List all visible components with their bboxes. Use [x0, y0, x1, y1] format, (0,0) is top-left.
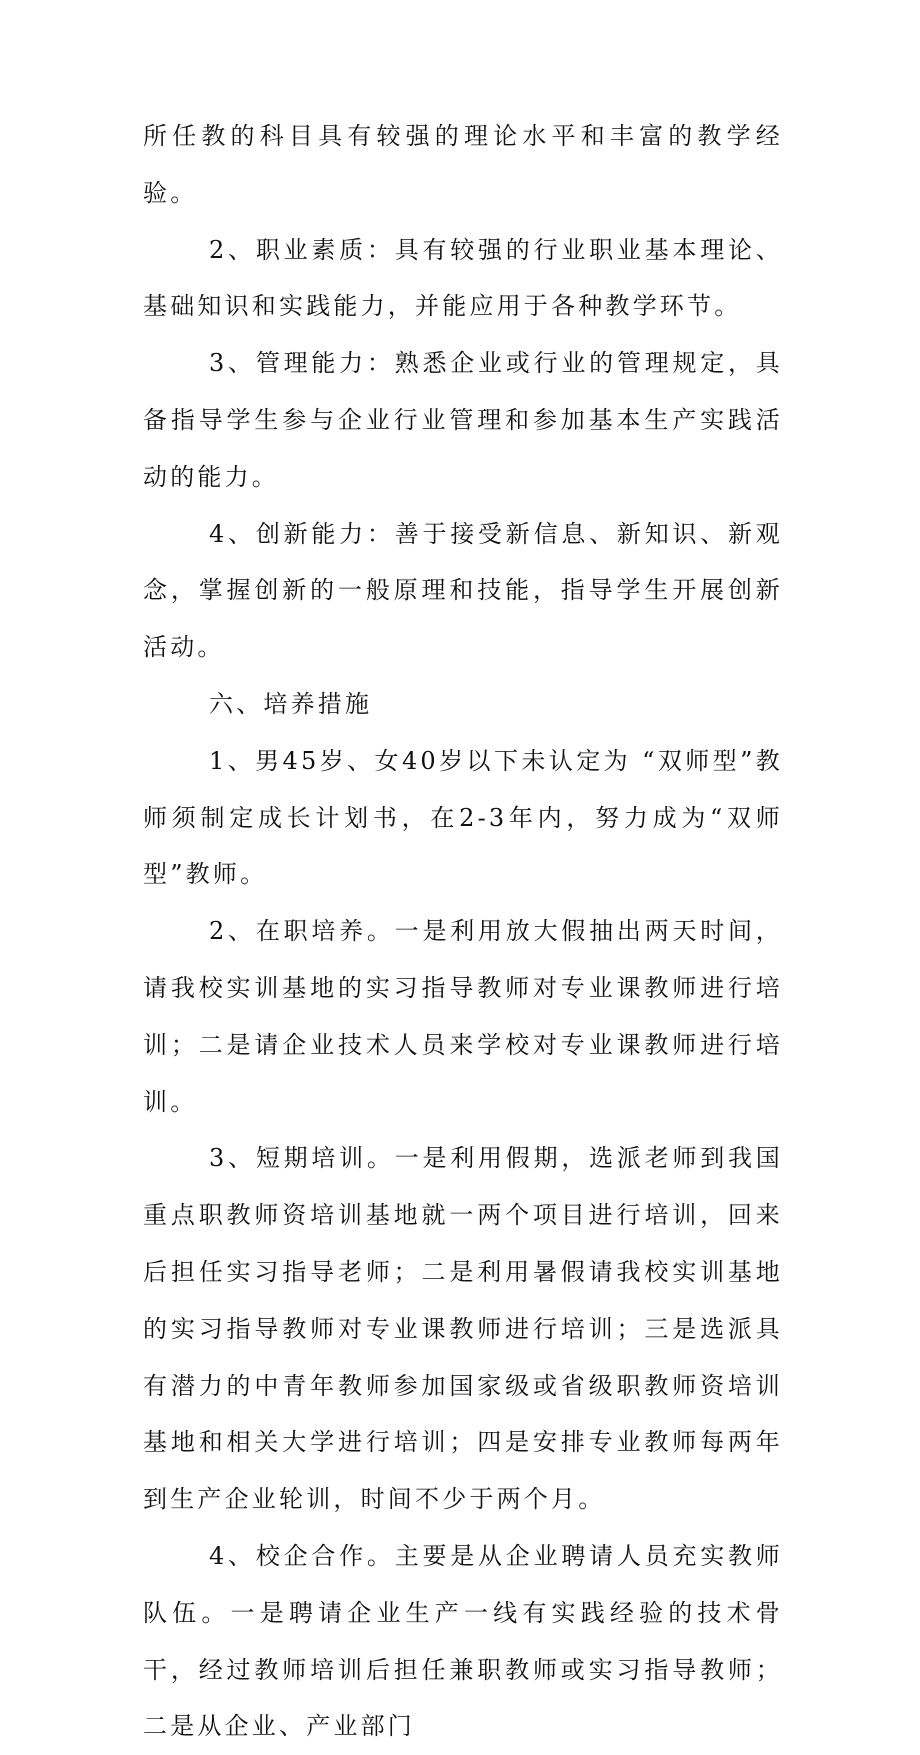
paragraph-management-ability: 3、管理能力：熟悉企业或行业的管理规定，具备指导学生参与企业行业管理和参加基本生产实践活动的能力。	[143, 349, 783, 491]
paragraph-short-term-training: 3、短期培训。一是利用假期，选派老师到我国重点职教师资培训基地就一两个项目进行培训，回来后担任实习指导老师；二是利用暑假请我校实训基地的实习指导教师对专业课教师进行培训；三是选派具有潜力的中青年教师参加国家级或省级职教师资培训基地和相关大学进行培训；四是安排专业教师每两年到生产企业轮训，时间不少于两个月。	[143, 1144, 783, 1514]
paragraph-continuation: 所任教的科目具有较强的理论水平和丰富的教学经验。	[143, 122, 783, 207]
paragraph-growth-plan: 1、男45岁、女40岁以下未认定为 “双师型”教师须制定成长计划书，在2-3年内，努力成为“双师型”教师。	[143, 746, 783, 889]
document-body	[143, 108, 783, 1755]
paragraph-innovation-ability: 4、创新能力：善于接受新信息、新知识、新观念，掌握创新的一般原理和技能，指导学生开展创新活动。	[143, 519, 783, 662]
paragraph-professional-quality: 2、职业素质：具有较强的行业职业基本理论、基础知识和实践能力，并能应用于各种教学环节。	[143, 235, 783, 321]
paragraph-school-enterprise-cooperation: 4、校企合作。主要是从企业聘请人员充实教师队伍。一是聘请企业生产一线有实践经验的技术骨干，经过教师培训后担任兼职教师或实习指导教师；二是从企业、产业部门	[143, 1541, 783, 1741]
section-heading-training-measures: 六、培养措施	[209, 689, 373, 718]
paragraph-in-service-training: 2、在职培养。一是利用放大假抽出两天时间，请我校实训基地的实习指导教师对专业课教师进行培训；二是请企业技术人员来学校对专业课教师进行培训。	[143, 917, 783, 1116]
